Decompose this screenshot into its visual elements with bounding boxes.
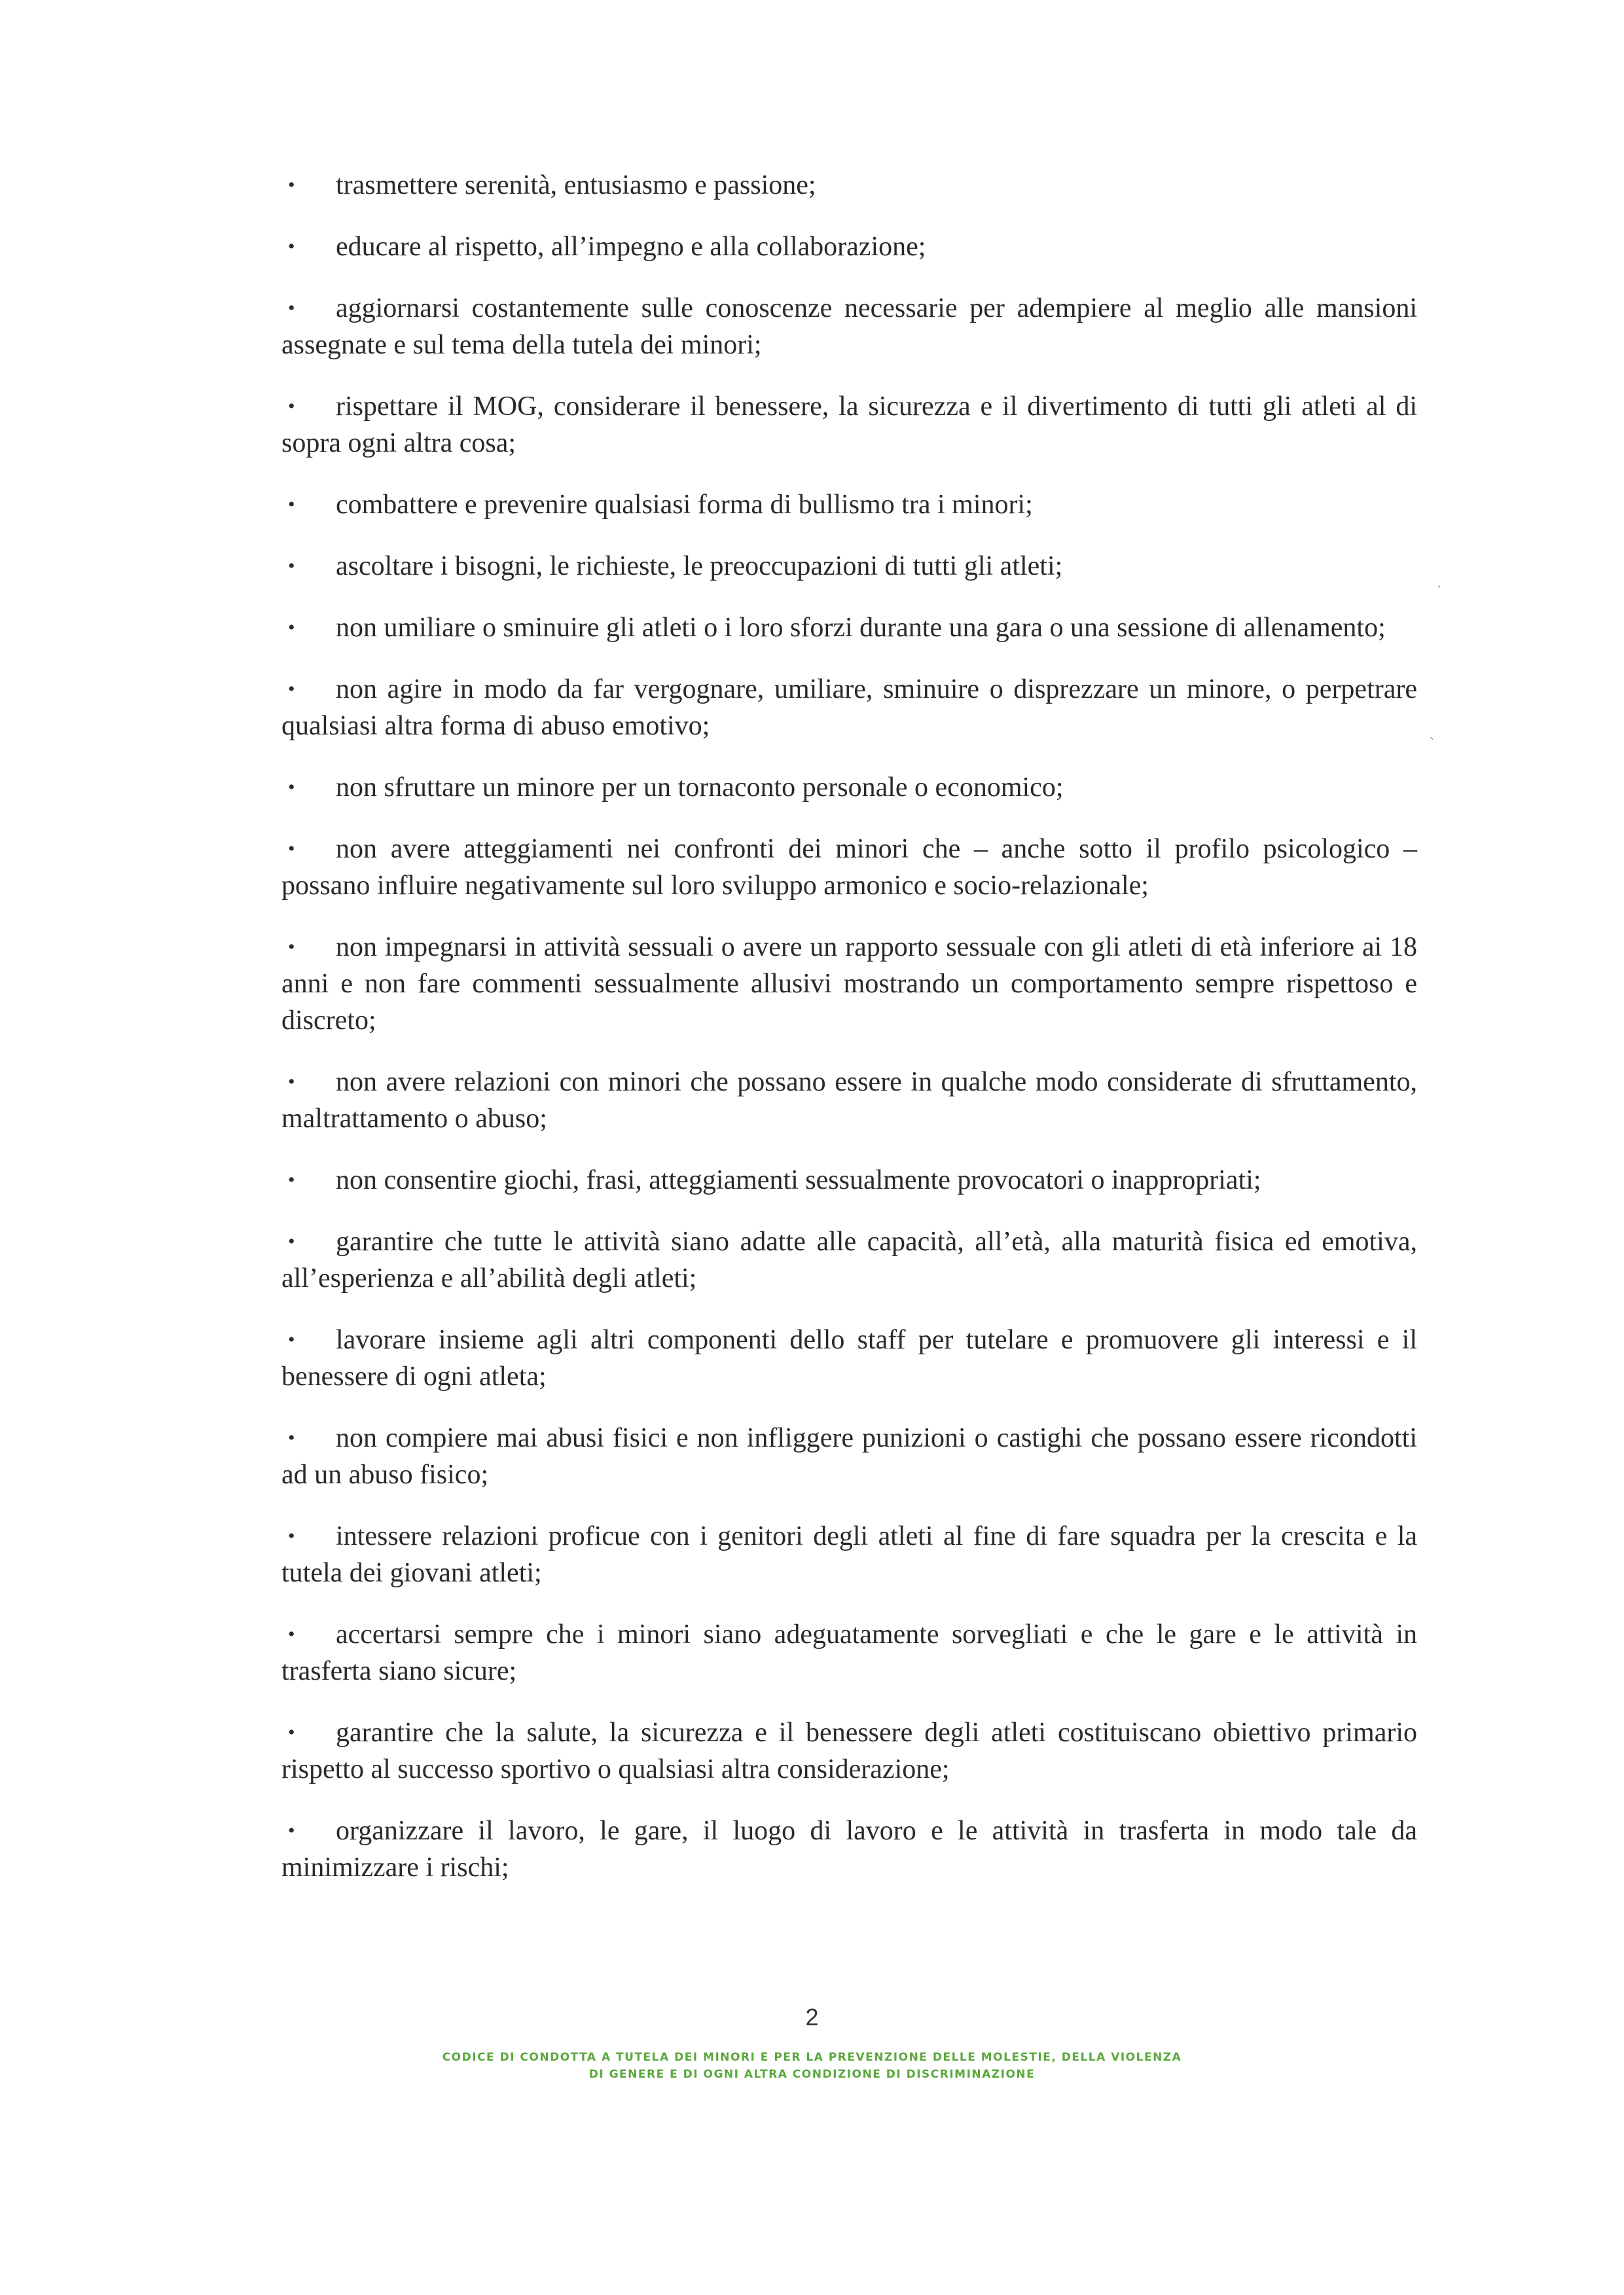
list-item-text: trasmettere serenità, entusiasmo e passione; bbox=[336, 170, 816, 200]
list-item bbox=[281, 167, 1417, 204]
bullet-icon: • bbox=[288, 678, 295, 700]
list-item-text: organizzare il lavoro, le gare, il luogo di lavoro e le attività in trasferta in modo tale da minimizzare i rischi; bbox=[281, 1816, 1417, 1883]
bullet-icon: • bbox=[288, 936, 295, 958]
footer-note-line-1: CODICE DI CONDOTTA A TUTELA DEI MINORI E PER LA PREVENZIONE DELLE MOLESTIE, DELLA VIOLENZA bbox=[442, 2051, 1182, 2064]
bullet-list bbox=[281, 167, 1417, 1911]
page-footer bbox=[0, 2003, 1624, 2083]
bullet-icon: • bbox=[288, 494, 295, 515]
list-item-text: accertarsi sempre che i minori siano adeguatamente sorvegliati e che le gare e le attività in trasferta siano sicure; bbox=[281, 1619, 1417, 1686]
footer-note-line-2: DI GENERE E DI OGNI ALTRA CONDIZIONE DI DISCRIMINAZIONE bbox=[588, 2068, 1036, 2081]
list-item-text: non impegnarsi in attività sessuali o avere un rapporto sessuale con gli atleti di età inferiore ai 18 anni e non fare commenti sessualmente allusivi mostrando un comportamento sempre rispettoso e discreto; bbox=[281, 932, 1417, 1036]
list-item-text: non avere atteggiamenti nei confronti dei minori che – anche sotto il profilo psicologico – possano influire negativamente sul loro sviluppo armonico e socio-relazionale; bbox=[281, 834, 1417, 901]
list-item-text: educare al rispetto, all’impegno e alla collaborazione; bbox=[336, 232, 926, 262]
list-item-text: rispettare il MOG, considerare il benessere, la sicurezza e il divertimento di tutti gli atleti al di sopra ogni altra cosa; bbox=[281, 391, 1417, 458]
list-item bbox=[281, 609, 1417, 646]
list-item bbox=[281, 1223, 1417, 1297]
page-number: 2 bbox=[805, 2004, 819, 2031]
list-item bbox=[281, 671, 1417, 744]
list-item bbox=[281, 1714, 1417, 1788]
list-item-text: non umiliare o sminuire gli atleti o i loro sforzi durante una gara o una sessione di allenamento; bbox=[336, 613, 1386, 643]
bullet-icon: • bbox=[288, 1525, 295, 1547]
list-item bbox=[281, 548, 1417, 585]
bullet-icon: • bbox=[288, 1820, 295, 1841]
list-item-text: non consentire giochi, frasi, atteggiamenti sessualmente provocatori o inappropriati; bbox=[336, 1165, 1261, 1195]
list-item-text: garantire che tutte le attività siano adatte alle capacità, all’età, alla maturità fisica ed emotiva, all’esperienza e all’abilità degli atleti; bbox=[281, 1227, 1417, 1293]
list-item-text: ascoltare i bisogni, le richieste, le preoccupazioni di tutti gli atleti; bbox=[336, 551, 1063, 581]
list-item-text: lavorare insieme agli altri componenti dello staff per tutelare e promuovere gli interessi e il benessere di ogni atleta; bbox=[281, 1325, 1417, 1392]
list-item-text: non sfruttare un minore per un tornaconto personale o economico; bbox=[336, 772, 1064, 803]
bullet-icon: • bbox=[288, 1623, 295, 1645]
list-item bbox=[281, 831, 1417, 904]
bullet-icon: • bbox=[288, 1231, 295, 1252]
list-item bbox=[281, 388, 1417, 461]
bullet-icon: • bbox=[288, 174, 295, 196]
bullet-icon: • bbox=[288, 1071, 295, 1093]
bullet-icon: • bbox=[288, 617, 295, 638]
list-item-text: aggiornarsi costantemente sulle conoscenze necessarie per adempiere al meglio alle mansioni assegnate e sul tema della tutela dei minori; bbox=[281, 293, 1417, 360]
list-item-text: combattere e prevenire qualsiasi forma di bullismo tra i minori; bbox=[336, 490, 1033, 520]
bullet-icon: • bbox=[288, 555, 295, 577]
list-item-text: non agire in modo da far vergognare, umiliare, sminuire o disprezzare un minore, o perpetrare qualsiasi altra forma di abuso emotivo; bbox=[281, 674, 1417, 741]
bullet-icon: • bbox=[288, 776, 295, 798]
list-item bbox=[281, 486, 1417, 523]
list-item-text: non compiere mai abusi fisici e non infliggere punizioni o castighi che possano essere ricondotti ad un abuso fisico; bbox=[281, 1423, 1417, 1490]
list-item bbox=[281, 1420, 1417, 1493]
list-item bbox=[281, 1162, 1417, 1199]
list-item bbox=[281, 929, 1417, 1039]
list-item bbox=[281, 1813, 1417, 1886]
scan-speck: · bbox=[1437, 579, 1441, 596]
list-item bbox=[281, 1616, 1417, 1690]
list-item-text: non avere relazioni con minori che possano essere in qualche modo considerate di sfruttamento, maltrattamento o abuso; bbox=[281, 1067, 1417, 1134]
bullet-icon: • bbox=[288, 236, 295, 257]
bullet-icon: • bbox=[288, 1169, 295, 1191]
bullet-icon: • bbox=[288, 1722, 295, 1743]
list-item bbox=[281, 1518, 1417, 1591]
list-item bbox=[281, 769, 1417, 806]
bullet-icon: • bbox=[288, 1427, 295, 1449]
list-item bbox=[281, 1322, 1417, 1395]
bullet-icon: • bbox=[288, 395, 295, 417]
list-item bbox=[281, 1064, 1417, 1137]
list-item-text: intessere relazioni proficue con i genitori degli atleti al fine di fare squadra per la crescita e la tutela dei giovani atleti; bbox=[281, 1521, 1417, 1588]
bullet-icon: • bbox=[288, 838, 295, 859]
list-item bbox=[281, 290, 1417, 363]
list-item bbox=[281, 228, 1417, 265]
bullet-icon: • bbox=[288, 297, 295, 319]
scan-speck: ` bbox=[1429, 736, 1436, 753]
bullet-icon: • bbox=[288, 1329, 295, 1350]
list-item-text: garantire che la salute, la sicurezza e il benessere degli atleti costituiscano obiettivo primario rispetto al successo sportivo o qualsiasi altra considerazione; bbox=[281, 1718, 1417, 1784]
